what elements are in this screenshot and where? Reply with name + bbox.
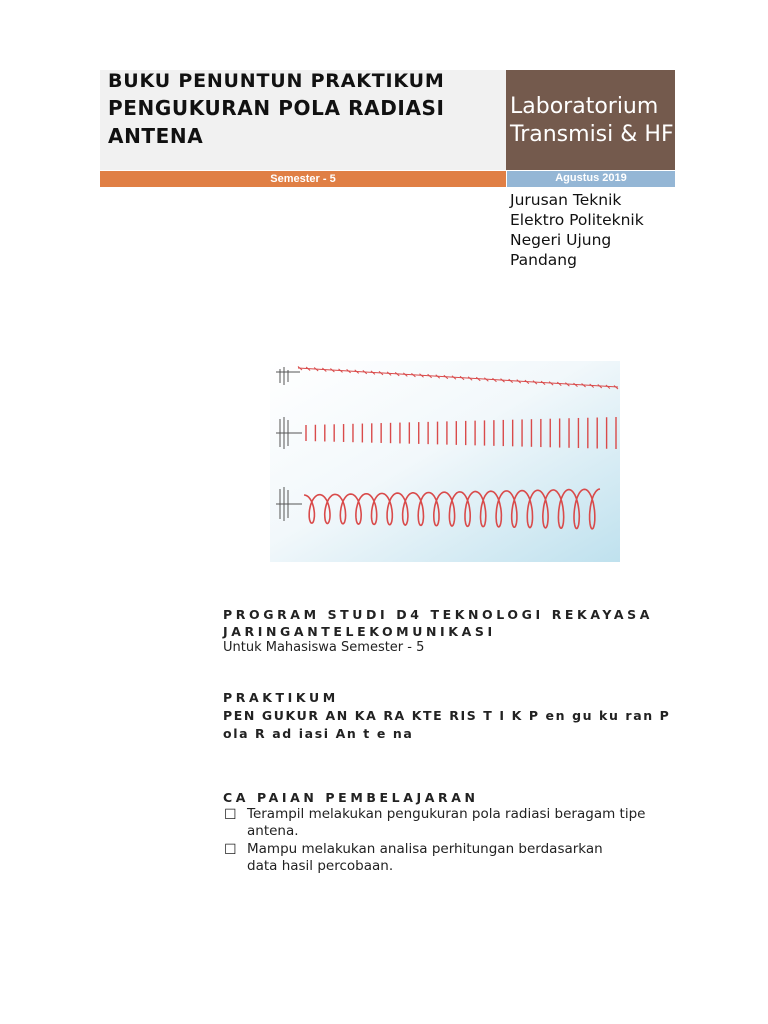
list-item <box>223 806 677 840</box>
title-line-2: PENGUKURAN POLA RADIASI <box>108 96 445 120</box>
lab-line-1: Laboratorium <box>510 94 659 119</box>
figure-background <box>270 361 620 562</box>
praktikum-line-1: PEN GUKUR AN KA RA KTE RIS T I K P en gu ku ran P <box>223 708 671 723</box>
program-section <box>223 606 673 655</box>
semester-bar: Semester - 5 <box>100 171 506 187</box>
antenna-polarization-figure <box>270 361 620 562</box>
department-text <box>510 190 670 270</box>
figure-svg <box>270 361 620 562</box>
list-item-line-2: antena. <box>247 823 299 839</box>
praktikum-line-2: ola R ad iasi An t e na <box>223 726 414 741</box>
list-item-line-2: data hasil percobaan. <box>247 858 394 874</box>
list-item-line-1: Mampu melakukan analisa perhitungan berdasarkan <box>247 841 603 857</box>
checkbox-icon: ☐ <box>224 807 237 823</box>
date-bar: Agustus 2019 <box>507 171 675 187</box>
department-line-3: Negeri Ujung <box>510 231 612 249</box>
lab-line-2: Transmisi & HF <box>510 122 674 147</box>
praktikum-heading: PRAKTIKUM <box>223 690 339 705</box>
capaian-heading: CA PAIAN PEMBELAJARAN <box>223 790 479 805</box>
title-line-1: BUKU PENUNTUN PRAKTIKUM <box>108 70 445 92</box>
department-line-2: Elektro Politeknik <box>510 211 644 229</box>
capaian-section <box>223 790 673 875</box>
program-line-1: PROGRAM STUDI D4 TEKNOLOGI REKAYASA <box>223 607 654 622</box>
lab-box <box>506 70 675 170</box>
list-item-line-1: Terampil melakukan pengukuran pola radiasi beragam tipe <box>247 806 646 822</box>
list-item <box>223 841 677 875</box>
capaian-list <box>223 806 673 875</box>
program-line-2: JARINGANTELEKOMUNIKASI <box>223 624 496 639</box>
title-box <box>100 70 506 170</box>
title-line-3: ANTENA <box>108 124 204 148</box>
program-line-3: Untuk Mahasiswa Semester - 5 <box>223 640 425 655</box>
praktikum-section <box>223 689 673 743</box>
checkbox-icon: ☐ <box>224 842 237 858</box>
department-line-4: Pandang <box>510 251 577 269</box>
department-line-1: Jurusan Teknik <box>510 191 622 209</box>
